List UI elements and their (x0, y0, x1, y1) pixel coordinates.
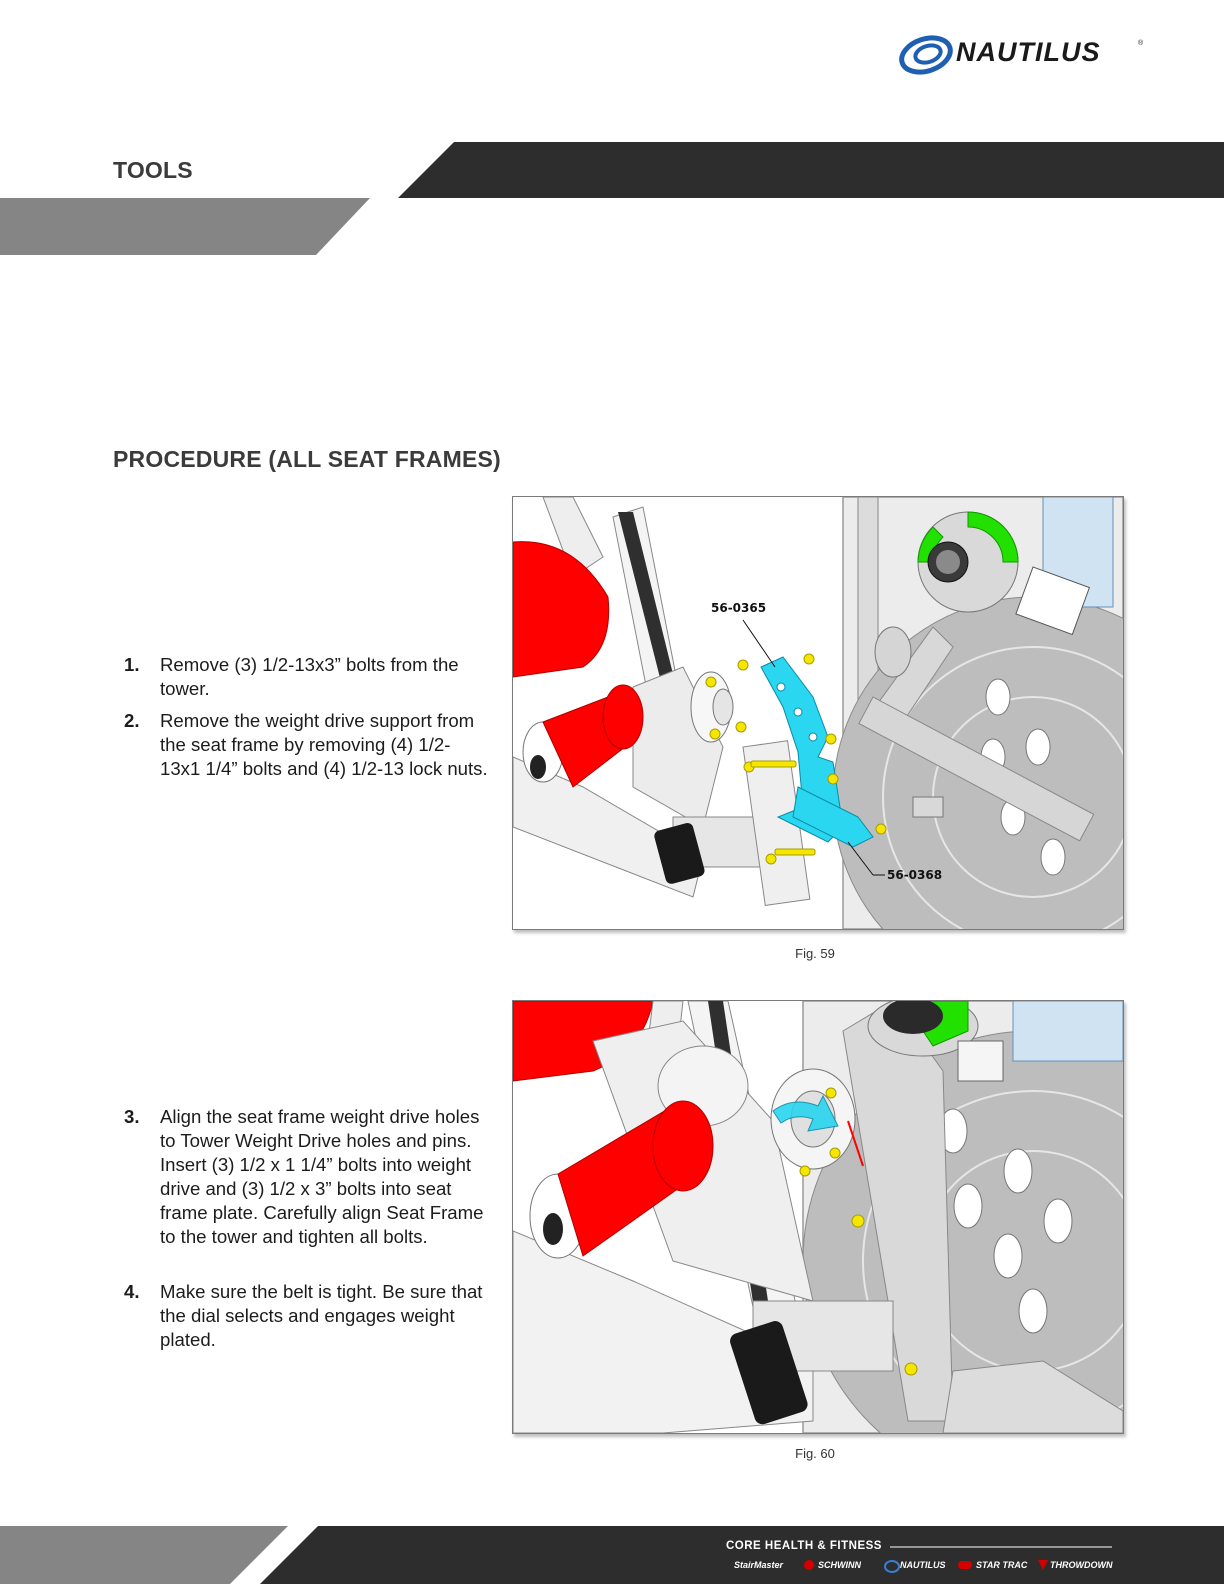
step-text: Align the seat frame weight drive holes to Tower Weight Drive holes and pins. Insert (3) 1/2 x 1 1/4” bolts into weight drive and (3) 1/2 x 3” bolts into seat frame plate. Carefully align Seat Frame to the tower and tighten all bolts. (160, 1106, 484, 1247)
section-title-procedure: PROCEDURE (ALL SEAT FRAMES) (113, 446, 501, 472)
figure-59-caption: Fig. 59 (795, 946, 835, 961)
step-text: Remove the weight drive support from the seat frame by removing (4) 1/2-13x1 1/4” bolts and (4) 1/2-13 lock nuts. (160, 710, 488, 779)
throwdown-icon (1038, 1560, 1048, 1570)
brand-stairmaster: StairMaster (734, 1560, 784, 1570)
brand-star-trac: STAR TRAC (976, 1560, 1028, 1570)
step-number: 1. (124, 654, 140, 675)
figure-60-caption: Fig. 60 (795, 1446, 835, 1461)
logo-registered-mark: ® (1138, 40, 1144, 47)
callout-56-0368: 56-0368 (887, 868, 943, 882)
schwinn-icon (804, 1560, 814, 1570)
star-trac-icon (958, 1561, 972, 1569)
step-number: 3. (124, 1106, 140, 1127)
figure-59 (512, 496, 1124, 930)
section-title-tools: TOOLS (113, 157, 193, 183)
header-dark-band (398, 142, 1224, 198)
nautilus-icon (884, 1560, 900, 1573)
step-number: 2. (124, 710, 140, 731)
brand-throwdown: THROWDOWN (1050, 1560, 1113, 1570)
step-text: Remove (3) 1/2-13x3” bolts from the tower. (160, 654, 459, 699)
step-text: Make sure the belt is tight. Be sure that the dial selects and engages weight plated. (160, 1281, 483, 1350)
nautilus-logo (898, 28, 1144, 82)
footer-brand-row (726, 1560, 1116, 1576)
brand-schwinn: SCHWINN (818, 1560, 861, 1570)
logo-wordmark: NAUTILUS (956, 37, 1101, 67)
figure-60-illustration (513, 1001, 1123, 1433)
brand-nautilus: NAUTILUS (900, 1560, 946, 1570)
footer (0, 1526, 1224, 1584)
callout-56-0365: 56-0365 (711, 601, 767, 615)
figure-59-illustration (513, 497, 1123, 929)
figure-60 (512, 1000, 1124, 1434)
nautilus-swoosh-icon (898, 28, 958, 82)
header-grey-band (0, 198, 370, 255)
footer-group-name: CORE HEALTH & FITNESS (726, 1540, 882, 1552)
step-number: 4. (124, 1281, 140, 1302)
